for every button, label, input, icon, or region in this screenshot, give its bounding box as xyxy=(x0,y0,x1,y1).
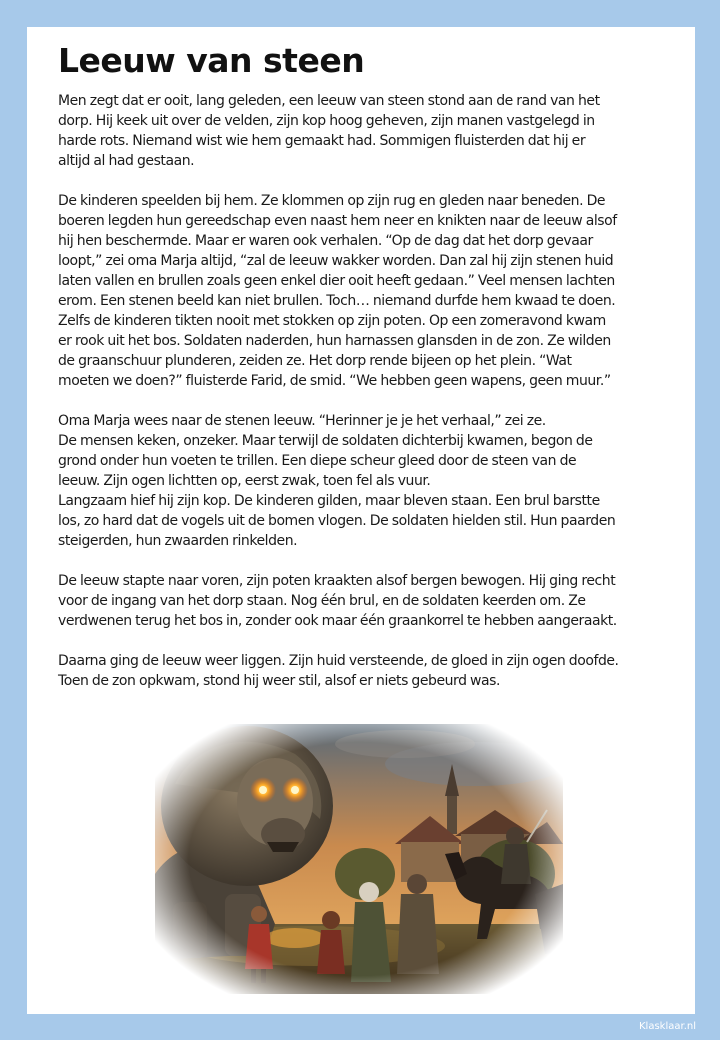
story-line: erom. Een stenen beeld kan niet brullen. Toch… niemand durfde hem kwaad te doen. xyxy=(58,293,616,309)
story-line: verdwenen terug het bos in, zonder ook maar één graankorrel te hebben aangeraakt. xyxy=(58,613,617,629)
paragraph-gap xyxy=(58,171,672,191)
story-paragraph xyxy=(58,411,672,551)
paragraph-gap xyxy=(58,631,672,651)
story-paragraph xyxy=(58,91,672,171)
story-line: los, zo hard dat de vogels uit de bomen vlogen. De soldaten hielden stil. Hun paarden xyxy=(58,513,616,529)
story-paragraph xyxy=(58,191,672,391)
worksheet-page xyxy=(27,27,695,1014)
story-line: harde rots. Niemand wist wie hem gemaakt had. Sommigen fluisterden dat hij er xyxy=(58,133,586,149)
story-line: boeren legden hun gereedschap even naast hem neer en knikten naar de leeuw alsof xyxy=(58,213,617,229)
story-text xyxy=(58,91,672,691)
story-line: De kinderen speelden bij hem. Ze klommen op zijn rug en gleden naar beneden. De xyxy=(58,193,606,209)
story-line: De mensen keken, onzeker. Maar terwijl de soldaten dichterbij kwamen, begon de xyxy=(58,433,593,449)
story-line: loopt,” zei oma Marja altijd, “zal de leeuw wakker worden. Dan zal hij zijn stenen huid xyxy=(58,253,614,269)
story-line: Zelfs de kinderen tikten nooit met stokken op zijn poten. Op een zomeravond kwam xyxy=(58,313,606,329)
story-line: laten vallen en brullen zoals geen enkel dier ooit heeft gedaan.” Veel mensen lachten xyxy=(58,273,615,289)
story-line: De leeuw stapte naar voren, zijn poten kraakten alsof bergen bewogen. Hij ging recht xyxy=(58,573,616,589)
story-line: dorp. Hij keek uit over de velden, zijn kop hoog geheven, zijn manen vastgelegd in xyxy=(58,113,595,129)
story-line: Oma Marja wees naar de stenen leeuw. “Herinner je je het verhaal,” zei ze. xyxy=(58,413,546,429)
story-paragraph xyxy=(58,651,672,691)
story-line: grond onder hun voeten te trillen. Een diepe scheur gleed door de steen van de xyxy=(58,453,577,469)
paragraph-gap xyxy=(58,551,672,571)
story-line: hij hen beschermde. Maar er waren ook verhalen. “Op de dag dat het dorp gevaar xyxy=(58,233,593,249)
story-title: Leeuw van steen xyxy=(58,41,365,80)
story-line: Men zegt dat er ooit, lang geleden, een leeuw van steen stond aan de rand van het xyxy=(58,93,600,109)
story-line: steigerden, hun zwaarden rinkelden. xyxy=(58,533,298,549)
story-line: de graanschuur plunderen, zeiden ze. Het dorp rende bijeen op het plein. “Wat xyxy=(58,353,572,369)
story-line: Langzaam hief hij zijn kop. De kinderen gilden, maar bleven staan. Een brul barstte xyxy=(58,493,600,509)
story-line: Daarna ging de leeuw weer liggen. Zijn huid versteende, de gloed in zijn ogen doofde. xyxy=(58,653,619,669)
story-line: Toen de zon opkwam, stond hij weer stil, alsof er niets gebeurd was. xyxy=(58,673,501,689)
footer-brand: Klasklaar.nl xyxy=(639,1021,696,1032)
story-line: leeuw. Zijn ogen lichtten op, eerst zwak, toen fel als vuur. xyxy=(58,473,431,489)
story-line: moeten we doen?” fluisterde Farid, de smid. “We hebben geen wapens, geen muur.” xyxy=(58,373,611,389)
story-line: er rook uit het bos. Soldaten naderden, hun harnassen glansden in de zon. Ze wilden xyxy=(58,333,611,349)
story-paragraph xyxy=(58,571,672,631)
story-line: voor de ingang van het dorp staan. Nog één brul, en de soldaten keerden om. Ze xyxy=(58,593,586,609)
story-line: altijd al had gestaan. xyxy=(58,153,195,169)
paragraph-gap xyxy=(58,391,672,411)
story-illustration xyxy=(155,724,563,994)
